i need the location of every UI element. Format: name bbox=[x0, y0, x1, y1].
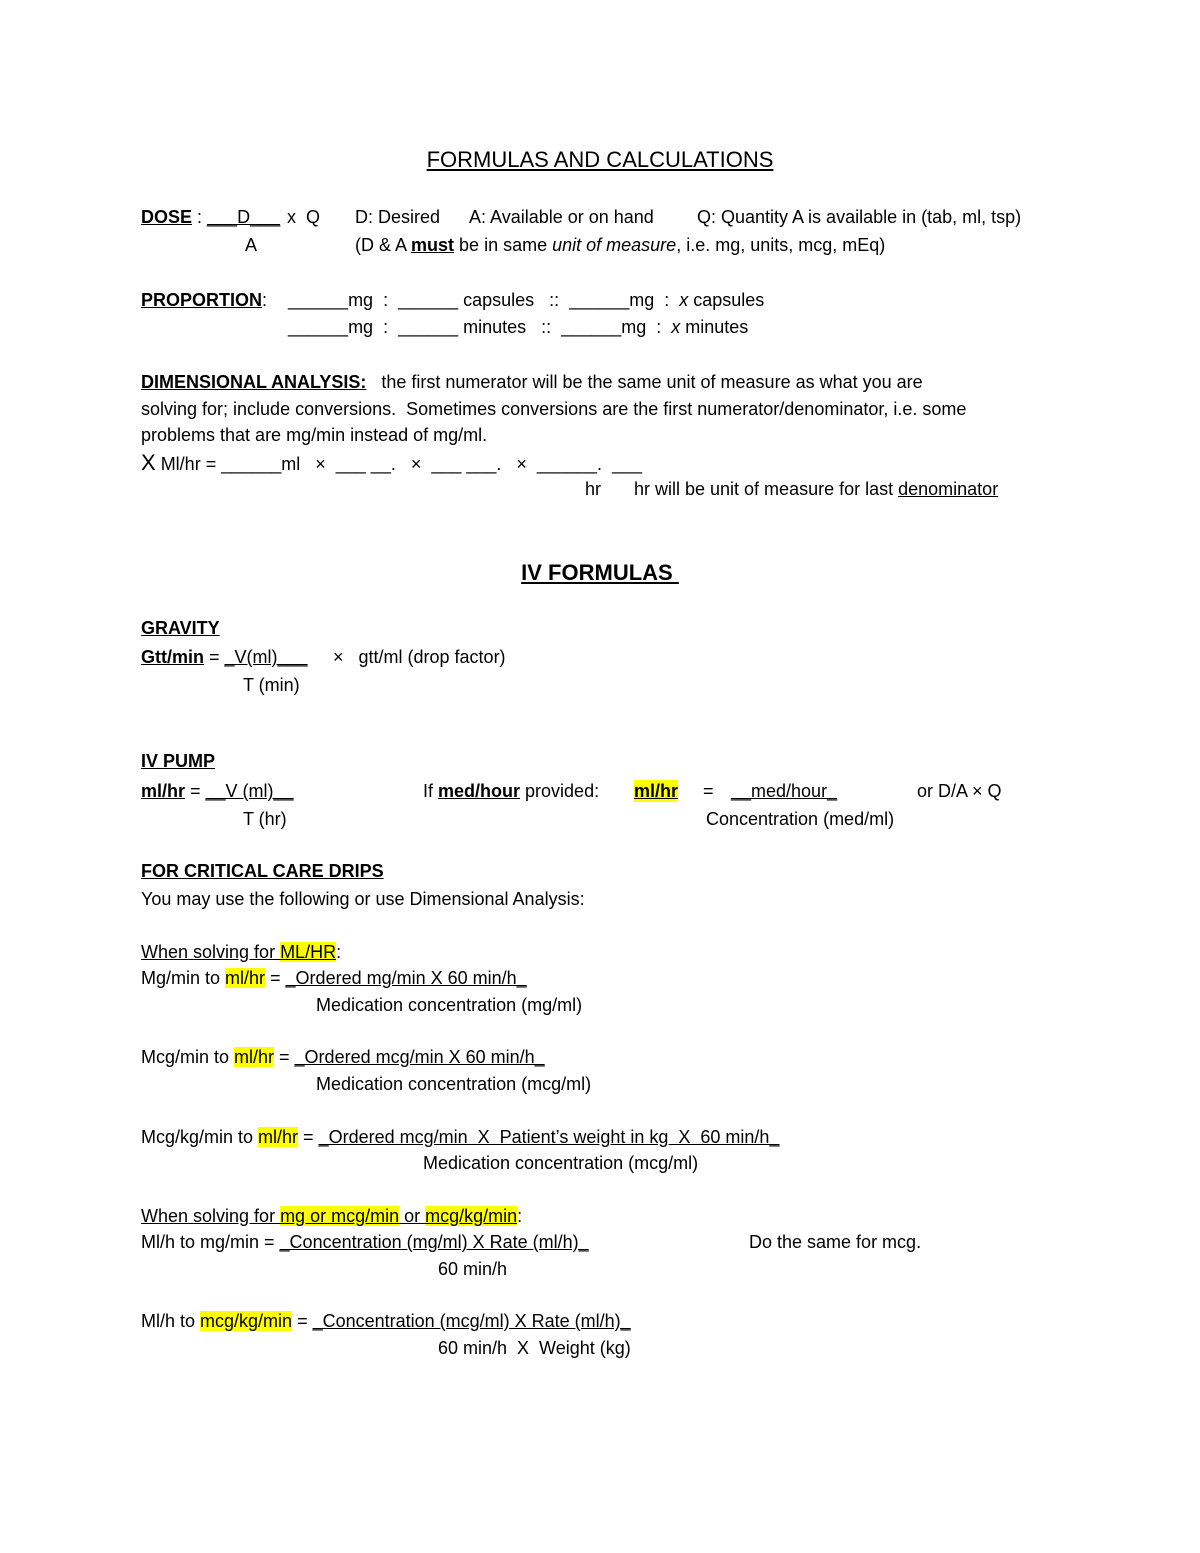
dose-line: DOSE : ___D___ bbox=[141, 207, 281, 227]
iv-pump-numerator-2: __med/hour_ bbox=[731, 781, 838, 801]
formula-mlh-to-mcg-kg-min: Ml/h to mcg/kg/min = _Concentration (mcg/ml) X Rate (ml/h)_ bbox=[141, 1311, 631, 1331]
iv-pump-mlhr-highlight: ml/hr bbox=[634, 781, 679, 801]
iv-pump-denominator-2: Concentration (med/ml) bbox=[706, 809, 895, 829]
critical-care-intro: You may use the following or use Dimensional Analysis: bbox=[141, 889, 585, 909]
iv-pump-if: If med/hour provided: bbox=[423, 781, 600, 801]
proportion-label: PROPORTION: bbox=[141, 290, 268, 310]
proportion-row-1: ______mg : ______ capsules :: ______mg : x capsules bbox=[288, 290, 765, 310]
iv-pump-label: IV PUMP bbox=[141, 751, 216, 771]
iv-pump-equals: = bbox=[703, 781, 714, 801]
solving-for-mg-mcg: When solving for mg or mcg/min or mcg/kg/min: bbox=[141, 1206, 523, 1226]
formula-mlh-to-mcg-kg-min-denominator: 60 min/h X Weight (kg) bbox=[438, 1338, 631, 1358]
solving-for-mlhr: When solving for ML/HR: bbox=[141, 942, 342, 962]
iv-pump-denominator: T (hr) bbox=[243, 809, 287, 829]
formula-mlh-to-mg-min: Ml/h to mg/min = _Concentration (mg/ml) X Rate (ml/h)_ bbox=[141, 1232, 589, 1252]
proportion-row-2: ______mg : ______ minutes :: ______mg : x minutes bbox=[288, 317, 749, 337]
dose-label: DOSE bbox=[141, 207, 193, 227]
formula-mcg-min-denominator: Medication concentration (mcg/ml) bbox=[316, 1074, 592, 1094]
dimensional-line-1: DIMENSIONAL ANALYSIS: the first numerator will be the same unit of measure as what you are bbox=[141, 372, 923, 392]
gravity-label: GRAVITY bbox=[141, 618, 220, 638]
formula-mlh-note: Do the same for mcg. bbox=[749, 1232, 922, 1252]
dimensional-line-2: solving for; include conversions. Sometimes conversions are the first numerator/denominator, i.e. some bbox=[141, 399, 967, 419]
dimensional-line-3: problems that are mg/min instead of mg/ml. bbox=[141, 425, 488, 445]
formula-mcg-kg-min-to-mlhr: Mcg/kg/min to ml/hr = _Ordered mcg/min X Patient’s weight in kg X 60 min/h_ bbox=[141, 1127, 780, 1147]
dose-def-d: D: Desired bbox=[355, 207, 441, 227]
dose-note: (D & A must be in same unit of measure, i.e. mg, units, mcg, mEq) bbox=[355, 235, 886, 255]
dose-denominator: A bbox=[245, 235, 258, 255]
formula-mg-min-to-mlhr: Mg/min to ml/hr = _Ordered mg/min X 60 min/h_ bbox=[141, 968, 527, 988]
formula-mcg-min-to-mlhr: Mcg/min to ml/hr = _Ordered mcg/min X 60 min/h_ bbox=[141, 1047, 545, 1067]
iv-pump-or: or D/A × Q bbox=[917, 781, 1002, 801]
dose-def-a: A: Available or on hand bbox=[469, 207, 654, 227]
dimensional-equation: X Ml/hr = ______ml × ___ __. × ___ ___. × ______. ___ bbox=[141, 450, 643, 475]
iv-pump-formula: ml/hr = __V (ml)__ bbox=[141, 781, 294, 801]
critical-care-label: FOR CRITICAL CARE DRIPS bbox=[141, 861, 384, 881]
dose-def-q: Q: Quantity A is available in (tab, ml, tsp) bbox=[697, 207, 1022, 227]
formula-mcg-kg-min-denominator: Medication concentration (mcg/ml) bbox=[423, 1153, 699, 1173]
dimensional-denominator: hr bbox=[585, 479, 602, 499]
gravity-formula: Gtt/min = _V(ml)___ bbox=[141, 647, 308, 667]
gravity-denominator: T (min) bbox=[243, 675, 300, 695]
formula-mg-min-denominator: Medication concentration (mg/ml) bbox=[316, 995, 583, 1015]
iv-formulas-heading: IV FORMULAS bbox=[521, 560, 679, 585]
formula-mlh-to-mg-min-denominator: 60 min/h bbox=[438, 1259, 508, 1279]
dose-numerator: ___D___ bbox=[207, 207, 281, 227]
gravity-rest: × gtt/ml (drop factor) bbox=[333, 647, 506, 667]
dimensional-label: DIMENSIONAL ANALYSIS: bbox=[141, 372, 367, 392]
page-title: FORMULAS AND CALCULATIONS bbox=[426, 147, 774, 172]
dose-times-q: x Q bbox=[287, 207, 321, 227]
dimensional-note: hr will be unit of measure for last denominator bbox=[634, 479, 999, 499]
